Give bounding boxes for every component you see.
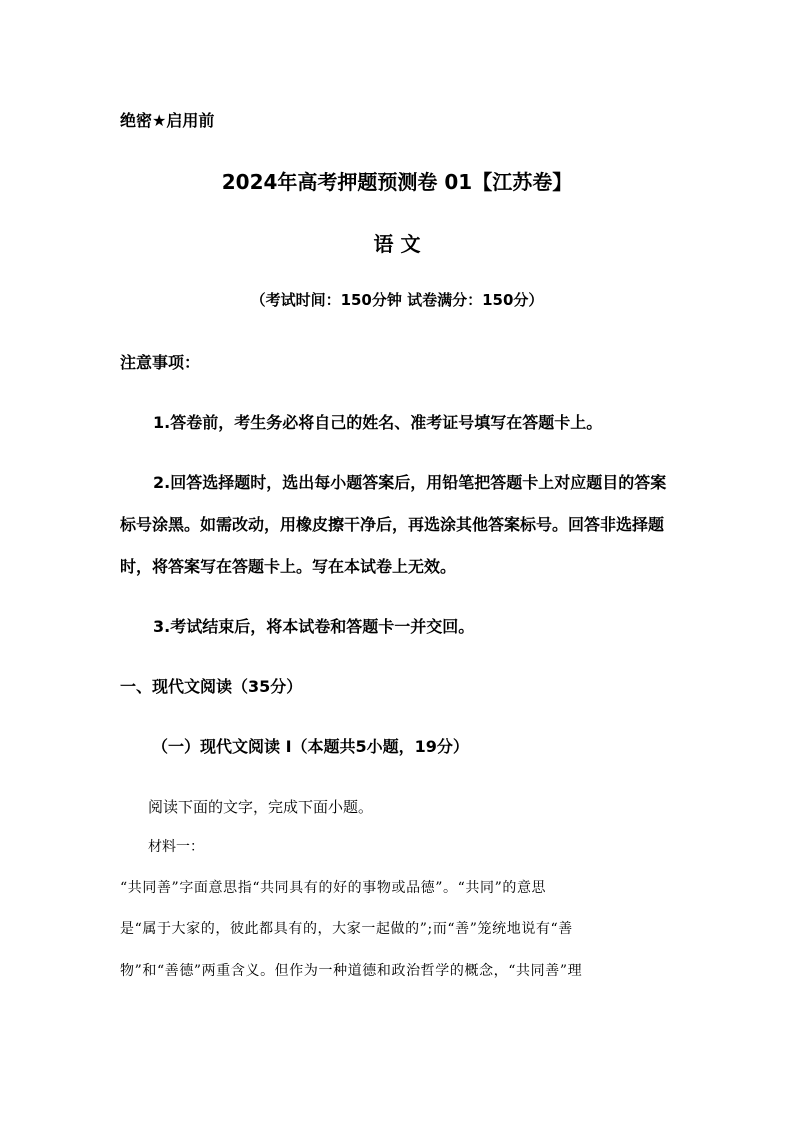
material-label: 材料一：	[148, 839, 204, 855]
section-heading: 一、现代文阅读（35分）	[120, 677, 303, 696]
note-item-2-line-3: 时，将答案写在答题卡上。写在本试卷上无效。	[120, 557, 457, 576]
notes-heading: 注意事项：	[120, 353, 201, 372]
subsection-heading: （一）现代文阅读 I（本题共5小题，19分）	[152, 737, 469, 756]
note-item-2-line-2: 标号涂黑。如需改动，用橡皮擦干净后，再选涂其他答案标号。回答非选择题	[120, 515, 665, 534]
subject-title: 语 文	[373, 232, 421, 256]
note-item-1: 1.答卷前，考生务必将自己的姓名、准考证号填写在答题卡上。	[153, 413, 603, 432]
exam-info: （考试时间：150分钟 试卷满分：150分）	[250, 291, 544, 309]
paragraph-line: 物”和“善德”两重含义。但作为一种道德和政治哲学的概念，“共同善”理	[120, 963, 583, 979]
paragraph-line: 是“属于大家的，彼此都具有的，大家一起做的”;而“善”笼统地说有“善	[120, 921, 573, 937]
secret-label: 绝密★启用前	[120, 111, 215, 130]
reading-instruction: 阅读下面的文字，完成下面小题。	[148, 798, 374, 816]
note-item-2-line-1: 2.回答选择题时，选出每小题答案后，用铅笔把答题卡上对应题目的答案	[153, 473, 667, 492]
paragraph-line: “共同善”字面意思指“共同具有的好的事物或品德”。“共同”的意思	[120, 880, 547, 896]
note-item-3: 3.考试结束后，将本试卷和答题卡一并交回。	[153, 617, 475, 636]
exam-title: 2024年高考押题预测卷 01【江苏卷】	[221, 170, 573, 194]
